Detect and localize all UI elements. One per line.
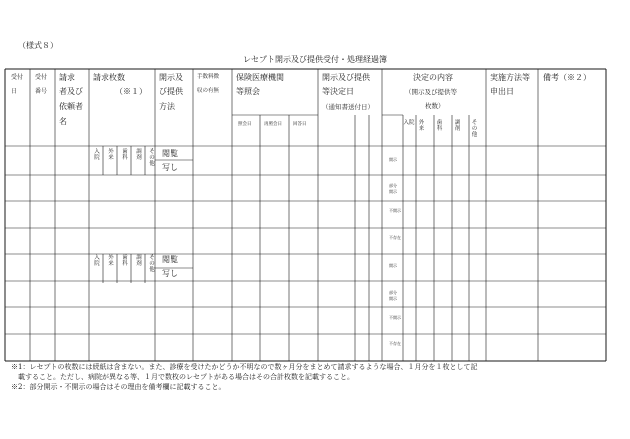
group2-type-other: その他 <box>149 255 155 273</box>
register-table <box>5 69 606 361</box>
header-decision-content-1: 決定の内容 <box>413 73 453 82</box>
table-grid-lines <box>5 69 606 361</box>
group2-partial-1: 部分 <box>389 290 397 295</box>
group2-unclear: 不存在 <box>389 341 401 346</box>
group2-view: 閲覧 <box>162 255 178 264</box>
header-method-1: 開示及 <box>159 73 183 82</box>
group2-type-inpatient: 入院 <box>94 255 100 267</box>
group1-disclose: 開示 <box>389 157 397 162</box>
header-decision-inpatient: 入院 <box>403 120 415 126</box>
group1-nondisclose: 不開示 <box>389 208 401 213</box>
group1-partial-1: 部分 <box>389 183 397 188</box>
header-receipt-date-1: 受付 <box>11 74 24 81</box>
group1-unclear: 不存在 <box>389 235 401 240</box>
group2-type-dental: 歯科 <box>122 255 128 267</box>
header-requester-2: 者及び <box>59 87 83 96</box>
header-decision-content-2: （開示及び提供等 <box>405 88 457 96</box>
header-inquiry-1: 保険医療機関 <box>236 73 284 82</box>
header-fee-1: 手数料徴 <box>197 74 220 80</box>
header-reinquiry-date: 再照会日 <box>264 122 282 127</box>
group2-copy: 写し <box>162 269 178 278</box>
header-method-2: び提供 <box>159 87 183 96</box>
header-receipt-number-2: 番号 <box>35 88 48 95</box>
footnote-1-line-2: 載すること。ただし、病院が異なる等、１月で数枚のレセプトがある場合はその合計枚数を記載すること。 <box>11 373 354 382</box>
group1-view: 閲覧 <box>162 149 178 158</box>
group1-copy: 写し <box>162 163 178 172</box>
group1-type-dental: 歯科 <box>122 149 128 161</box>
group1-type-outpatient: 外来 <box>108 149 114 161</box>
header-decision-content-3: 枚数） <box>425 102 445 110</box>
group1-type-other: その他 <box>149 149 155 167</box>
form-number: （様式８） <box>18 41 58 50</box>
header-implementation-1: 実施方法等 <box>490 73 530 82</box>
footnote-2: ※2：部分開示・不開示の場合はその理由を備考欄に記載すること。 <box>11 383 226 392</box>
header-decision-outpatient: 外来 <box>418 120 425 132</box>
header-receipt-number-1: 受付 <box>35 74 48 81</box>
header-receipt-date-2: 日 <box>11 88 18 95</box>
group1-partial-2: 開示 <box>389 189 397 194</box>
header-inquiry-date: 照会日 <box>238 122 252 127</box>
header-requester-3: 依頼者 <box>59 102 83 111</box>
header-decision-dental: 歯科 <box>436 120 443 132</box>
group2-type-pharmacy: 調剤 <box>136 255 142 267</box>
header-decision-date-3: （通知書送付日） <box>322 103 374 111</box>
header-fee-2: 収の有無 <box>197 88 220 94</box>
header-remarks: 備考（※２） <box>543 73 591 82</box>
header-decision-pharmacy: 調剤 <box>454 120 461 132</box>
footnotes <box>11 362 621 392</box>
header-decision-date-2: 等決定日 <box>322 87 354 96</box>
header-method-3: 方法 <box>159 102 175 111</box>
header-decision-date-1: 開示及び提供 <box>322 73 370 82</box>
group2-disclose: 開示 <box>389 263 397 268</box>
header-sheet-count-2: （※１） <box>115 87 147 96</box>
group1-type-inpatient: 入院 <box>94 149 100 161</box>
document-title: レセプト開示及び提供受付・処理経過簿 <box>243 55 387 64</box>
group1-type-pharmacy: 調剤 <box>136 149 142 161</box>
header-decision-other: その他 <box>471 120 478 138</box>
header-inquiry-2: 等照会 <box>236 87 260 96</box>
group2-type-outpatient: 外来 <box>108 255 114 267</box>
group2-partial-2: 開示 <box>389 296 397 301</box>
header-requester-1: 請求 <box>59 73 75 82</box>
header-answer-date: 回答日 <box>293 122 307 127</box>
header-implementation-2: 申出日 <box>490 87 514 96</box>
footnote-1-line-1: ※1：レセプトの枚数には続紙は含まない。また、診療を受けたかどうか不明なので数ヶ月分をまとめて請求するような場合、１月分を１枚として記 <box>11 363 478 371</box>
header-sheet-count-1: 請求枚数 <box>93 73 125 82</box>
group2-nondisclose: 不開示 <box>389 315 401 320</box>
header-requester-4: 名 <box>59 117 67 126</box>
